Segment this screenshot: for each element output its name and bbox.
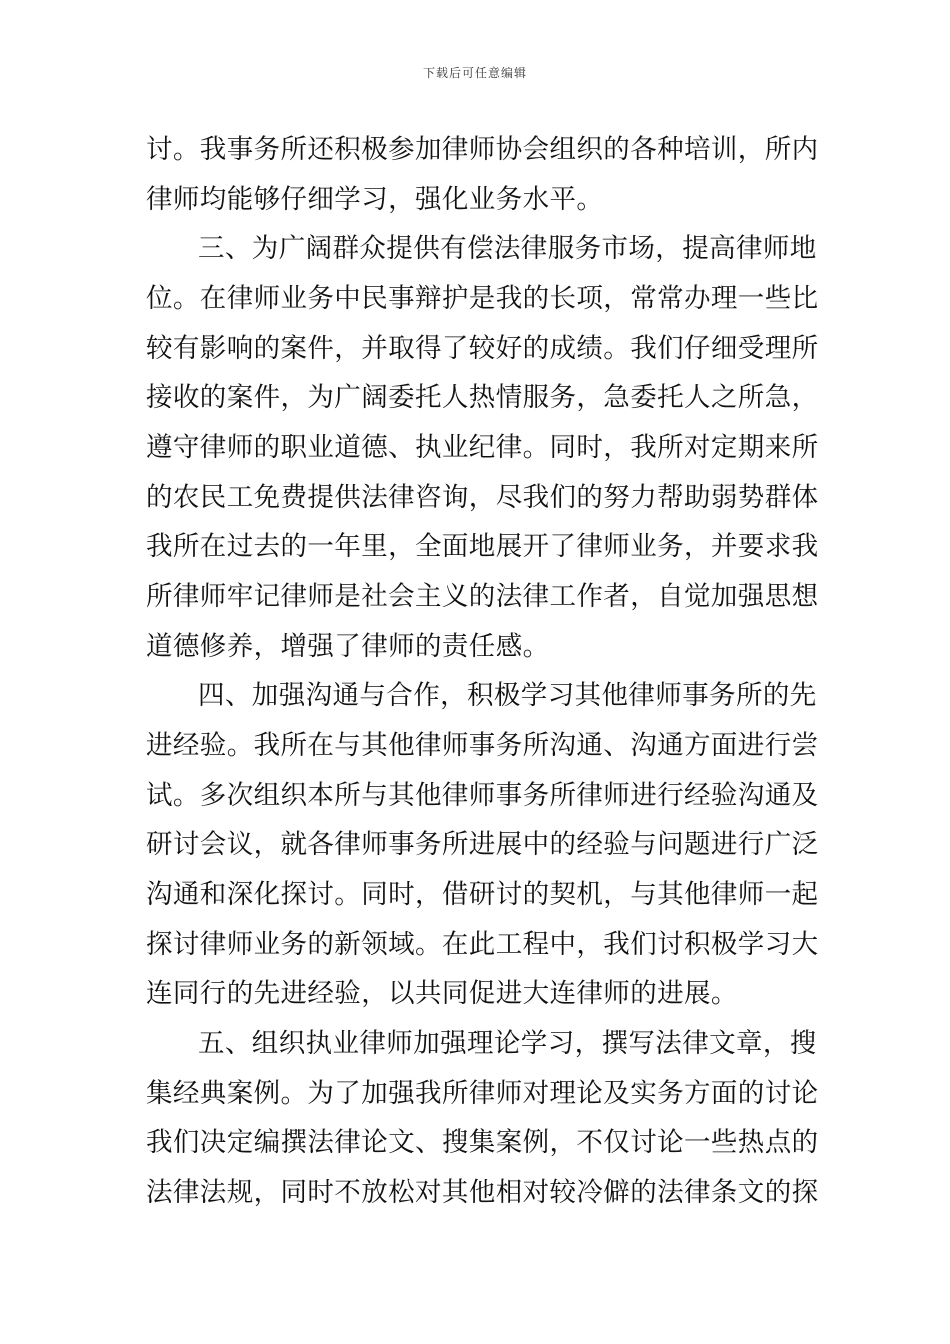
body-line: 遵守律师的职业道德、执业纪律。同时，我所对定期来所 <box>146 432 819 463</box>
paragraph-3-heading: 三、为广阔群众提供有偿法律服务市场，提高律师地 <box>198 233 817 264</box>
body-line: 位。在律师业务中民事辩护是我的长项，常常办理一些比 <box>146 283 819 314</box>
body-line: 律师均能够仔细学习，强化业务水平。 <box>146 184 604 215</box>
body-line: 试。多次组织本所与其他律师事务所律师进行经验沟通及 <box>146 780 819 811</box>
body-line: 沟通和深化探讨。同时，借研讨的契机，与其他律师一起 <box>146 879 819 910</box>
body-line: 法律法规，同时不放松对其他相对较冷僻的法律条文的探 <box>146 1177 819 1208</box>
body-line: 集经典案例。为了加强我所律师对理论及实务方面的讨论 <box>146 1078 819 1109</box>
body-line: 的农民工免费提供法律咨询，尽我们的努力帮助弱势群体 <box>146 482 819 513</box>
body-line: 接收的案件，为广阔委托人热情服务，急委托人之所急， <box>146 382 819 413</box>
body-line: 我所在过去的一年里，全面地展开了律师业务，并要求我 <box>146 531 819 562</box>
page-header-note: 下载后可任意编辑 <box>422 66 527 80</box>
body-line: 我们决定编撰法律论文、搜集案例，不仅讨论一些热点的 <box>146 1127 819 1158</box>
body-line: 连同行的先进经验，以共同促进大连律师的进展。 <box>146 978 738 1009</box>
body-line: 研讨会议，就各律师事务所进展中的经验与问题进行广泛 <box>146 829 819 860</box>
body-line: 所律师牢记律师是社会主义的法律工作者，自觉加强思想 <box>146 581 819 612</box>
body-line: 讨。我事务所还积极参加律师协会组织的各种培训，所内 <box>146 134 819 165</box>
body-line: 探讨律师业务的新领域。在此工程中，我们讨积极学习大 <box>146 929 819 960</box>
paragraph-5-heading: 五、组织执业律师加强理论学习，撰写法律文章，搜 <box>198 1028 817 1059</box>
paragraph-4-heading: 四、加强沟通与合作，积极学习其他律师事务所的先 <box>198 680 817 711</box>
body-line: 较有影响的案件，并取得了较好的成绩。我们仔细受理所 <box>146 333 819 364</box>
body-line: 进经验。我所在与其他律师事务所沟通、沟通方面进行尝 <box>146 730 819 761</box>
body-line: 道德修养，增强了律师的责任感。 <box>146 631 550 662</box>
